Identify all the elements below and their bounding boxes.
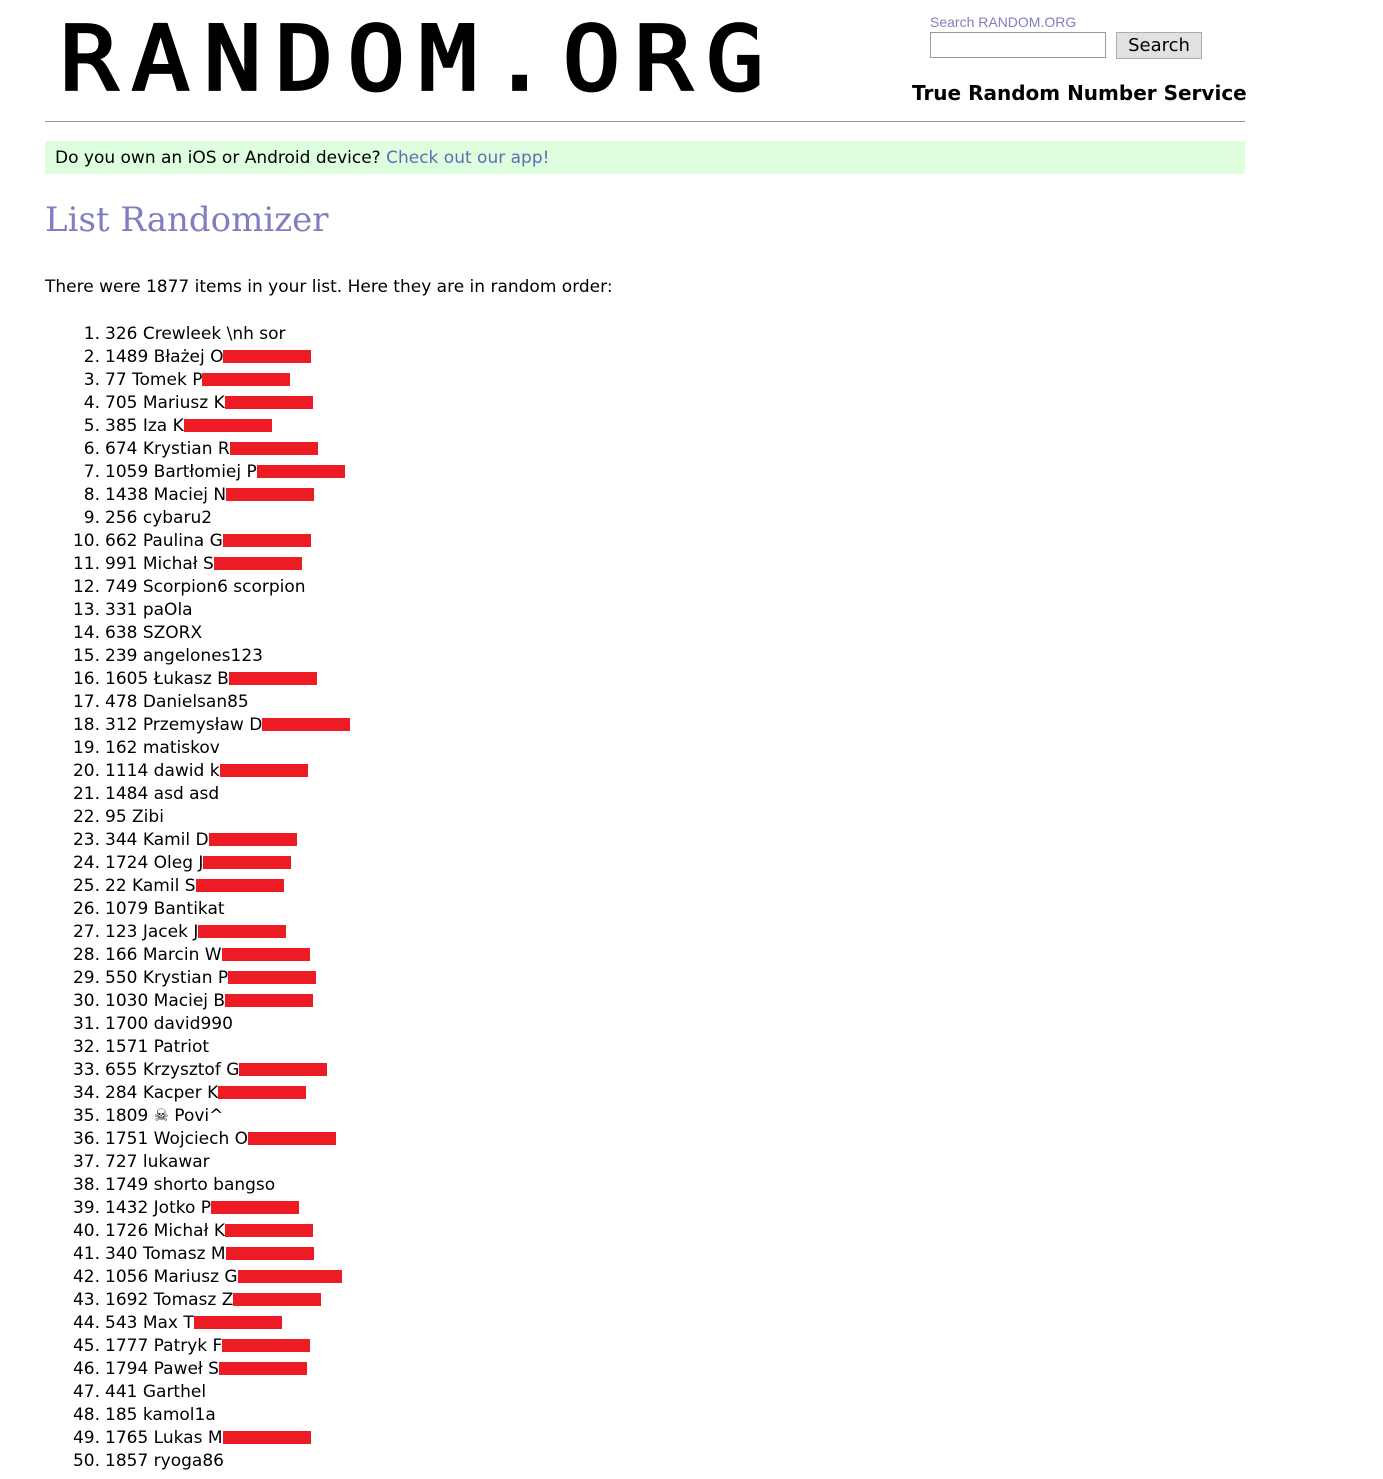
- list-item: [0, 392, 350, 415]
- list-item-text: 1809 ☠ Povi^: [105, 1106, 224, 1126]
- list-item-number: 19.: [72, 738, 100, 758]
- tagline: True Random Number Service: [912, 81, 1247, 105]
- redaction-bar: [225, 396, 313, 409]
- list-item-number: 22.: [72, 807, 100, 827]
- list-item: [0, 438, 350, 461]
- list-item-text: 385 Iza K: [105, 416, 184, 436]
- list-item: [0, 576, 350, 599]
- list-item-number: 5.: [83, 416, 100, 436]
- result-list: [0, 323, 350, 1473]
- list-item: [0, 760, 350, 783]
- list-item: [0, 484, 350, 507]
- list-item: [0, 921, 350, 944]
- list-item-number: 2.: [83, 347, 100, 367]
- list-item: [0, 1013, 350, 1036]
- list-item-text: 441 Garthel: [105, 1382, 207, 1402]
- list-item-number: 17.: [72, 692, 100, 712]
- list-item: [0, 1059, 350, 1082]
- redaction-bar: [229, 672, 317, 685]
- list-item-number: 10.: [72, 531, 100, 551]
- list-item-text: 123 Jacek J: [105, 922, 199, 942]
- list-item-text: 326 Crewleek \nh sor: [105, 324, 286, 344]
- list-item-text: 655 Krzysztof G: [105, 1060, 240, 1080]
- redaction-bar: [194, 1316, 282, 1329]
- redaction-bar: [226, 1247, 314, 1260]
- list-item-text: 340 Tomasz M: [105, 1244, 226, 1264]
- list-item-number: 50.: [72, 1451, 100, 1471]
- redaction-bar: [218, 1086, 306, 1099]
- list-item-number: 7.: [83, 462, 100, 482]
- search-input[interactable]: [930, 32, 1106, 58]
- list-item-text: 1724 Oleg J: [105, 853, 204, 873]
- list-item-text: 284 Kacper K: [105, 1083, 219, 1103]
- list-item-number: 27.: [72, 922, 100, 942]
- list-item-number: 44.: [72, 1313, 100, 1333]
- list-item-number: 33.: [72, 1060, 100, 1080]
- list-item-number: 42.: [72, 1267, 100, 1287]
- list-item-number: 23.: [72, 830, 100, 850]
- redaction-bar: [230, 442, 318, 455]
- list-item-text: 1765 Lukas M: [105, 1428, 223, 1448]
- list-item-text: 22 Kamil S: [105, 876, 196, 896]
- list-item-number: 20.: [72, 761, 100, 781]
- search-label: Search RANDOM.ORG: [930, 14, 1077, 30]
- redaction-bar: [223, 350, 311, 363]
- list-item: [0, 714, 350, 737]
- list-item-number: 39.: [72, 1198, 100, 1218]
- list-item: [0, 829, 350, 852]
- redaction-bar: [222, 1339, 310, 1352]
- app-link[interactable]: Check out our app!: [386, 148, 550, 168]
- list-item: [0, 369, 350, 392]
- list-item-number: 18.: [72, 715, 100, 735]
- list-item-number: 29.: [72, 968, 100, 988]
- redaction-bar: [198, 925, 286, 938]
- list-item-number: 49.: [72, 1428, 100, 1448]
- list-item-text: 638 SZORX: [105, 623, 203, 643]
- page-title: List Randomizer: [45, 200, 329, 240]
- list-item-number: 12.: [72, 577, 100, 597]
- list-item-text: 1605 Łukasz B: [105, 669, 229, 689]
- list-item-text: 95 Zibi: [105, 807, 164, 827]
- list-item-text: 674 Krystian R: [105, 439, 230, 459]
- list-item: [0, 507, 350, 530]
- list-item-number: 11.: [72, 554, 100, 574]
- redaction-bar: [222, 948, 310, 961]
- list-item-text: 1056 Mariusz G: [105, 1267, 238, 1287]
- list-item-number: 36.: [72, 1129, 100, 1149]
- redaction-bar: [225, 1224, 313, 1237]
- list-item: [0, 783, 350, 806]
- list-item-text: 256 cybaru2: [105, 508, 213, 528]
- list-item-number: 3.: [83, 370, 100, 390]
- list-item: [0, 967, 350, 990]
- banner-text: Do you own an iOS or Android device?: [55, 148, 387, 168]
- list-item-text: 1794 Paweł S: [105, 1359, 219, 1379]
- list-item-text: 162 matiskov: [105, 738, 220, 758]
- list-item-text: 77 Tomek P: [105, 370, 203, 390]
- list-item: [0, 944, 350, 967]
- list-item-text: 550 Krystian P: [105, 968, 229, 988]
- list-item-number: 1.: [83, 324, 100, 344]
- list-item: [0, 737, 350, 760]
- list-item-text: 1751 Wojciech O: [105, 1129, 249, 1149]
- list-item: [0, 1312, 350, 1335]
- list-item-text: 727 lukawar: [105, 1152, 210, 1172]
- list-item: [0, 1358, 350, 1381]
- redaction-bar: [219, 1362, 307, 1375]
- list-item: [0, 1427, 350, 1450]
- list-item-text: 1438 Maciej N: [105, 485, 227, 505]
- list-item-number: 21.: [72, 784, 100, 804]
- redaction-bar: [220, 764, 308, 777]
- list-item-number: 46.: [72, 1359, 100, 1379]
- list-item: [0, 1082, 350, 1105]
- redaction-bar: [248, 1132, 336, 1145]
- list-item-text: 478 Danielsan85: [105, 692, 249, 712]
- list-item-text: 749 Scorpion6 scorpion: [105, 577, 306, 597]
- list-item: [0, 1128, 350, 1151]
- random-org-logo[interactable]: RANDOM.ORG: [60, 6, 778, 111]
- list-item: [0, 553, 350, 576]
- list-item: [0, 1243, 350, 1266]
- redaction-bar: [228, 971, 316, 984]
- redaction-bar: [239, 1063, 327, 1076]
- list-item: [0, 1105, 350, 1128]
- list-item-text: 1726 Michał K: [105, 1221, 225, 1241]
- list-item: [0, 875, 350, 898]
- list-item-text: 1432 Jotko P: [105, 1198, 212, 1218]
- list-item-number: 40.: [72, 1221, 100, 1241]
- list-item-text: 1777 Patryk F: [105, 1336, 223, 1356]
- list-item: [0, 1289, 350, 1312]
- list-item-text: 1079 Bantikat: [105, 899, 225, 919]
- result-summary: There were 1877 items in your list. Here they are in random order:: [45, 277, 613, 297]
- list-item-number: 30.: [72, 991, 100, 1011]
- redaction-bar: [203, 856, 291, 869]
- app-banner: [45, 141, 1245, 174]
- list-item-text: 344 Kamil D: [105, 830, 209, 850]
- redaction-bar: [223, 1431, 311, 1444]
- redaction-bar: [211, 1201, 299, 1214]
- redaction-bar: [202, 373, 290, 386]
- list-item-number: 9.: [83, 508, 100, 528]
- redaction-bar: [223, 534, 311, 547]
- redaction-bar: [209, 833, 297, 846]
- list-item-text: 331 paOla: [105, 600, 193, 620]
- list-item-text: 991 Michał S: [105, 554, 214, 574]
- list-item-number: 8.: [83, 485, 100, 505]
- list-item-number: 31.: [72, 1014, 100, 1034]
- list-item-number: 16.: [72, 669, 100, 689]
- redaction-bar: [225, 994, 313, 1007]
- list-item-text: 166 Marcin W: [105, 945, 222, 965]
- list-item: [0, 1220, 350, 1243]
- list-item-text: 1692 Tomasz Z: [105, 1290, 234, 1310]
- list-item-number: 14.: [72, 623, 100, 643]
- list-item: [0, 415, 350, 438]
- search-button[interactable]: Search: [1116, 32, 1202, 59]
- list-item-text: 312 Przemysław D: [105, 715, 263, 735]
- redaction-bar: [214, 557, 302, 570]
- list-item-text: 662 Paulina G: [105, 531, 223, 551]
- list-item-text: 543 Max T: [105, 1313, 194, 1333]
- list-item: [0, 622, 350, 645]
- list-item: [0, 1036, 350, 1059]
- list-item-number: 48.: [72, 1405, 100, 1425]
- list-item: [0, 1197, 350, 1220]
- list-item: [0, 1151, 350, 1174]
- list-item-number: 6.: [83, 439, 100, 459]
- list-item: [0, 645, 350, 668]
- redaction-bar: [238, 1270, 342, 1283]
- list-item: [0, 1266, 350, 1289]
- list-item: [0, 346, 350, 369]
- header-divider: [45, 121, 1245, 122]
- list-item-number: 28.: [72, 945, 100, 965]
- list-item-text: 1489 Błażej O: [105, 347, 224, 367]
- list-item-number: 43.: [72, 1290, 100, 1310]
- list-item: [0, 668, 350, 691]
- list-item-number: 37.: [72, 1152, 100, 1172]
- list-item-text: 705 Mariusz K: [105, 393, 225, 413]
- list-item: [0, 1381, 350, 1404]
- list-item: [0, 461, 350, 484]
- list-item-text: 1749 shorto bangso: [105, 1175, 276, 1195]
- list-item-text: 1030 Maciej B: [105, 991, 226, 1011]
- list-item-text: 1857 ryoga86: [105, 1451, 224, 1471]
- list-item: [0, 806, 350, 829]
- redaction-bar: [257, 465, 345, 478]
- list-item: [0, 898, 350, 921]
- list-item: [0, 323, 350, 346]
- list-item: [0, 1335, 350, 1358]
- redaction-bar: [262, 718, 350, 731]
- list-item-text: 1059 Bartłomiej P: [105, 462, 257, 482]
- redaction-bar: [184, 419, 272, 432]
- list-item-text: 185 kamol1a: [105, 1405, 216, 1425]
- list-item-number: 13.: [72, 600, 100, 620]
- list-item-number: 15.: [72, 646, 100, 666]
- list-item: [0, 1174, 350, 1197]
- list-item: [0, 1404, 350, 1427]
- redaction-bar: [226, 488, 314, 501]
- list-item-number: 34.: [72, 1083, 100, 1103]
- list-item: [0, 990, 350, 1013]
- list-item: [0, 1450, 350, 1473]
- redaction-bar: [233, 1293, 321, 1306]
- list-item-number: 47.: [72, 1382, 100, 1402]
- list-item-number: 41.: [72, 1244, 100, 1264]
- list-item-number: 45.: [72, 1336, 100, 1356]
- list-item-number: 4.: [83, 393, 100, 413]
- list-item-text: 1484 asd asd: [105, 784, 220, 804]
- list-item: [0, 852, 350, 875]
- list-item-number: 25.: [72, 876, 100, 896]
- list-item-text: 239 angelones123: [105, 646, 263, 666]
- list-item-number: 32.: [72, 1037, 100, 1057]
- list-item: [0, 599, 350, 622]
- list-item-number: 24.: [72, 853, 100, 873]
- list-item-text: 1700 david990: [105, 1014, 233, 1034]
- list-item-number: 35.: [72, 1106, 100, 1126]
- list-item-text: 1114 dawid k: [105, 761, 220, 781]
- list-item: [0, 691, 350, 714]
- list-item-number: 26.: [72, 899, 100, 919]
- list-item-number: 38.: [72, 1175, 100, 1195]
- list-item: [0, 530, 350, 553]
- list-item-text: 1571 Patriot: [105, 1037, 210, 1057]
- redaction-bar: [196, 879, 284, 892]
